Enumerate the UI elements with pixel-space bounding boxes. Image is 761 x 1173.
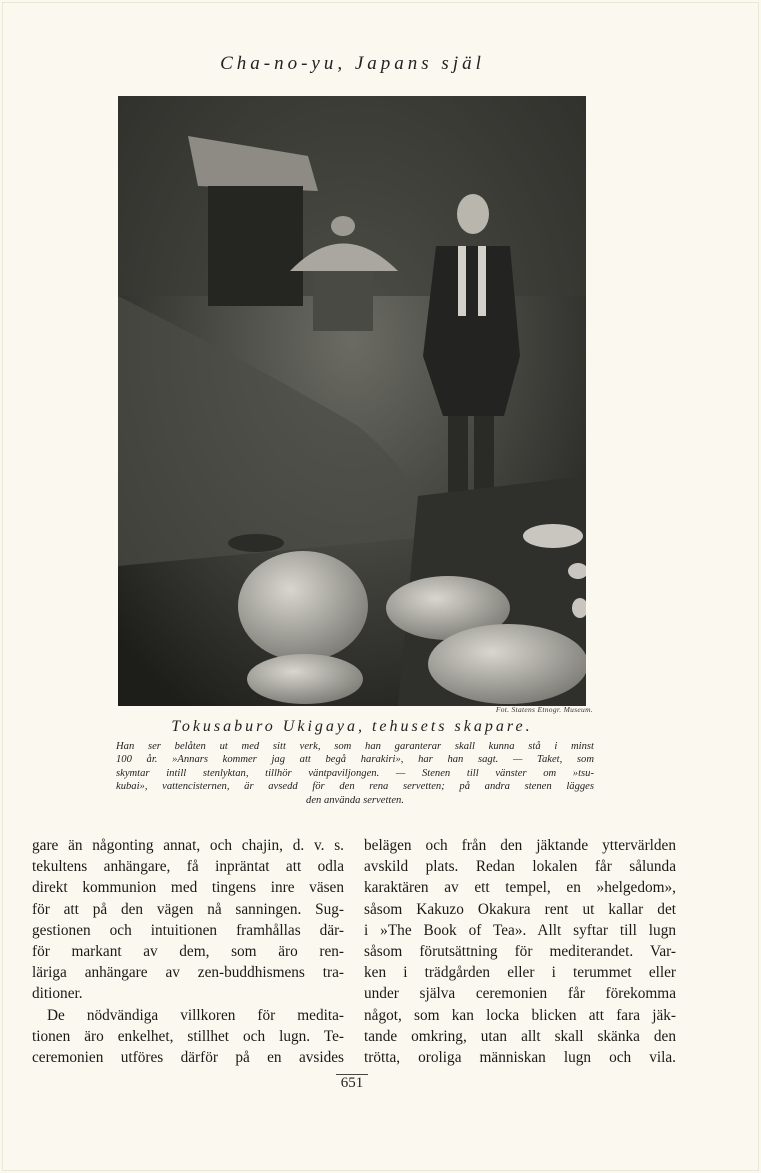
photograph-tea-garden: [118, 96, 586, 706]
page-number: 651: [340, 1075, 364, 1091]
figure-caption: [116, 740, 594, 807]
text-line: ken i trädgården eller i terummet eller: [364, 964, 676, 982]
text-line: såsom Kakuzo Okakura rent ut kallar det: [364, 900, 676, 918]
caption-title: Tokusaburo Ukigaya, tehusets skapare.: [171, 718, 533, 735]
running-head: Cha-no-yu, Japans själ: [220, 53, 485, 74]
text-line: något, som kan locka blicken att fara jäk-: [364, 1006, 676, 1024]
text-line: gestionen och intuitionen framhållas där-: [32, 921, 344, 939]
text-line: i »The Book of Tea». Allt syftar till lugn: [364, 921, 676, 939]
text-line: belägen och från den jäktande yttervärlden: [364, 837, 676, 854]
body-column-right: [364, 835, 676, 1068]
text-line: såsom förutsättning för mediterandet. Var-: [364, 943, 676, 961]
caption-line: kubai», vattencisternen, är avsedd för den rena servetten; på andra stenen lägges: [116, 781, 594, 793]
text-line: karaktären av ett tempel, en »helgedom»,: [364, 879, 676, 897]
text-line: ditioner.: [32, 985, 83, 1003]
caption-line: 100 år. »Annars kommer jag att begå harakiri», har han sagt. — Taket, som: [116, 754, 594, 766]
text-line: avskild plats. Redan lokalen får sålunda: [364, 858, 676, 876]
text-line: för att på den vägen nå sanningen. Sug-: [32, 900, 344, 918]
text-line: tionen äro enkelhet, stillhet och lugn. Te-: [32, 1027, 344, 1045]
text-line: under själva ceremonien får förekomma: [364, 985, 676, 1003]
text-line: direkt kommunion med tingens inre väsen: [32, 879, 344, 897]
text-line: ceremonien utföres därför på en avsides: [32, 1049, 344, 1067]
caption-line: skymtar intill stenlyktan, tillhör väntpaviljongen. — Stenen till vänster om »tsu-: [116, 767, 594, 779]
photo-illustration: [118, 96, 586, 706]
water-basin: [228, 534, 284, 552]
text-line: gare än någonting annat, och chajin, d. v. s.: [32, 837, 344, 854]
body-column-left: [32, 835, 344, 1068]
text-line: tekultens anhängare, få inpräntat att odla: [32, 858, 344, 876]
caption-line: Han ser belåten ut med sitt verk, som han garanterar skall kunna stå i minst: [116, 741, 594, 752]
text-line: De nödvändiga villkoren för medita-: [47, 1006, 344, 1024]
caption-line: den använda servetten.: [306, 794, 404, 806]
text-line: tande omkring, utan allt skall skänka den: [364, 1027, 676, 1045]
text-line: för markant av dem, som äro ren-: [32, 943, 344, 961]
tsukubai-stone: [238, 551, 368, 661]
photo-credit: Fot. Statens Etnogr. Museum.: [495, 705, 593, 714]
text-line: trötta, oroliga människan lugn och vila.: [364, 1049, 676, 1067]
text-line: läriga anhängare av zen-buddhismens tra-: [32, 964, 344, 982]
